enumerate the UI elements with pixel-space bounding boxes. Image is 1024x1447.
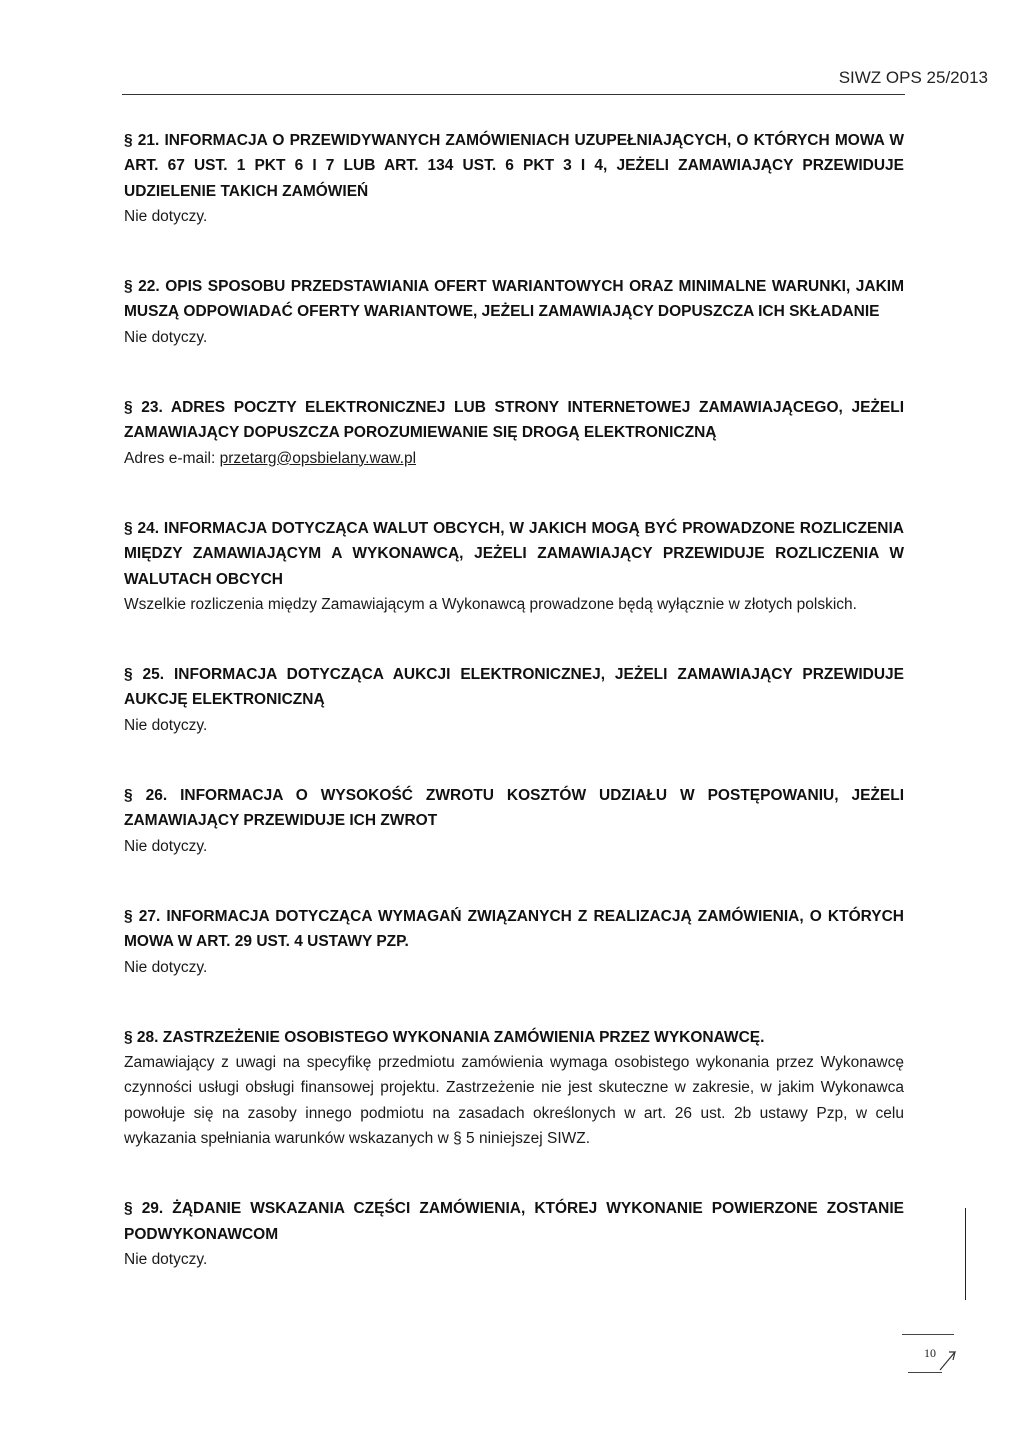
section-text: Nie dotyczy. [124, 716, 208, 734]
section-text: Wszelkie rozliczenia między Zamawiającym a Wykonawcą prowadzone będą wyłącznie w złotych polskich. [124, 595, 857, 613]
email-link[interactable]: przetarg@opsbielany.waw.pl [219, 449, 417, 467]
section-heading: § 23. ADRES POCZTY ELEKTRONICZNEJ LUB STRONY INTERNETOWEJ ZAMAWIAJĄCEGO, JEŻELI ZAMAWIAJĄCY DOPUSZCZA POROZUMIEWANIE SIĘ DROGĄ ELEKTRONICZNĄ [124, 399, 904, 442]
section-heading: § 24. INFORMACJA DOTYCZĄCA WALUT OBCYCH, W JAKICH MOGĄ BYĆ PROWADZONE ROZLICZENIA MIĘDZY ZAMAWIAJĄCYM A WYKONAWCĄ, JEŻELI ZAMAWIAJĄCY PRZEWIDUJE ROZLICZENIA W WALUTACH OBCYCH [124, 519, 904, 588]
section-heading: § 22. OPIS SPOSOBU PRZEDSTAWIANIA OFERT WARIANTOWYCH ORAZ MINIMALNE WARUNKI, JAKIM MUSZĄ ODPOWIADAĆ OFERTY WARIANTOWE, JEŻELI ZAMAWIAJĄCY DOPUSZCZA ICH SKŁADANIE [124, 278, 904, 321]
email-label: Adres e-mail: [124, 449, 220, 467]
section-28 [124, 1025, 904, 1151]
section-26 [124, 783, 904, 859]
page-number: 10 [924, 1346, 936, 1360]
section-29 [124, 1196, 904, 1272]
signature-stroke [965, 1208, 966, 1300]
page-number-bottom-rule [908, 1372, 942, 1373]
section-text: Nie dotyczy. [124, 1250, 208, 1268]
section-heading: § 21. INFORMACJA O PRZEWIDYWANYCH ZAMÓWIENIACH UZUPEŁNIAJĄCYCH, O KTÓRYCH MOWA W ART. 67 UST. 1 PKT 6 I 7 LUB ART. 134 UST. 6 PKT 3 I 4, JEŻELI ZAMAWIAJĄCY PRZEWIDUJE UDZIELENIE TAKICH ZAMÓWIEŃ [124, 132, 904, 200]
section-25 [124, 662, 904, 738]
document-body [124, 128, 904, 1317]
section-22 [124, 274, 904, 350]
header-divider [122, 94, 905, 95]
section-27 [124, 904, 904, 980]
section-24 [124, 516, 904, 617]
section-text: Nie dotyczy. [124, 328, 208, 346]
section-text: Zamawiający z uwagi na specyfikę przedmiotu zamówienia wymaga osobistego wykonania przez Wykonawcę czynności usługi obsługi finansowej projektu. Zastrzeżenie nie jest skuteczne w zakresie, w jakim Wykonawca powołuje się na zasoby innego podmiotu na zasadach określonych w art. 26 ust. 2b ustawy Pzp, w celu wykazania spełniania warunków wskazanych w § 5 niniejszej SIWZ. [124, 1054, 904, 1148]
section-23 [124, 395, 904, 471]
handwritten-initial-icon [938, 1348, 958, 1372]
section-text: Nie dotyczy. [124, 207, 208, 225]
page-number-top-rule [902, 1334, 954, 1335]
section-text [124, 446, 904, 471]
section-heading: § 25. INFORMACJA DOTYCZĄCA AUKCJI ELEKTRONICZNEJ, JEŻELI ZAMAWIAJĄCY PRZEWIDUJE AUKCJĘ ELEKTRONICZNĄ [124, 666, 904, 709]
page-number-box [902, 1334, 957, 1374]
section-heading: § 29. ŻĄDANIE WSKAZANIA CZĘŚCI ZAMÓWIENIA, KTÓREJ WYKONANIE POWIERZONE ZOSTANIE PODWYKONAWCOM [124, 1200, 904, 1243]
section-21 [124, 128, 904, 229]
section-heading: § 28. ZASTRZEŻENIE OSOBISTEGO WYKONANIA ZAMÓWIENIA PRZEZ WYKONAWCĘ. [124, 1028, 765, 1046]
section-heading: § 26. INFORMACJA O WYSOKOŚĆ ZWROTU KOSZTÓW UDZIAŁU W POSTĘPOWANIU, JEŻELI ZAMAWIAJĄCY PRZEWIDUJE ICH ZWROT [124, 787, 904, 830]
section-text: Nie dotyczy. [124, 958, 208, 976]
document-reference: SIWZ OPS 25/2013 [838, 68, 988, 87]
section-heading: § 27. INFORMACJA DOTYCZĄCA WYMAGAŃ ZWIĄZANYCH Z REALIZACJĄ ZAMÓWIENIA, O KTÓRYCH MOWA W ART. 29 UST. 4 USTAWY PZP. [124, 907, 904, 951]
section-text: Nie dotyczy. [124, 837, 208, 855]
